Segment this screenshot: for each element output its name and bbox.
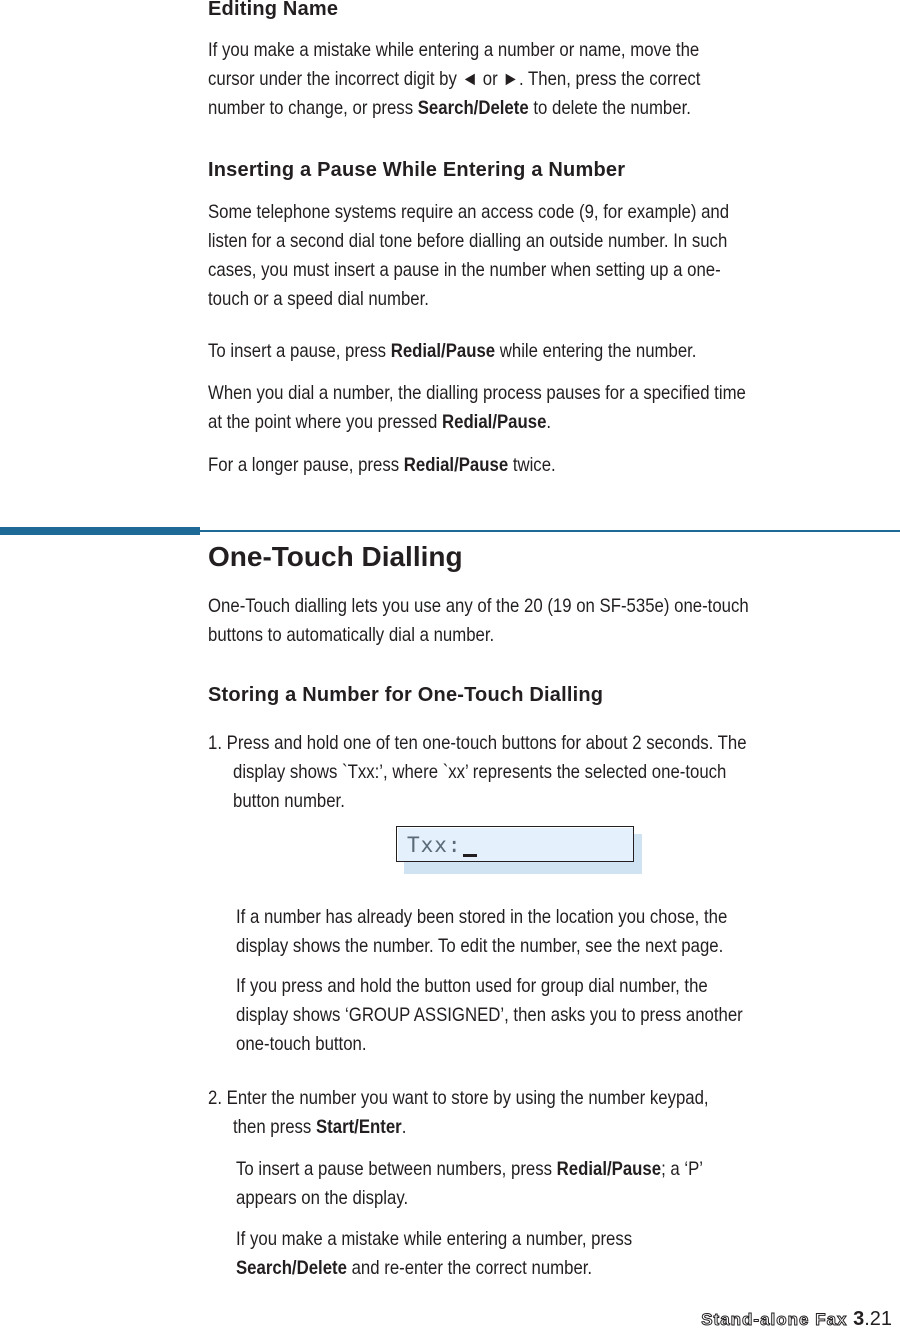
- one-touch-dialling-heading: One-Touch Dialling: [208, 541, 463, 572]
- editing-name-paragraph: If you make a mistake while entering a number or name, move the cursor under the incorrect digit by ◄ or ►. Then, press the correct number to change, or press Search/Delete to delete the number.: [208, 39, 701, 119]
- footer-page-number: .21: [864, 1308, 892, 1330]
- start-enter-key: Start/Enter: [315, 1116, 402, 1138]
- footer-section-title: Stand-alone Fax: [701, 1310, 848, 1329]
- pause-paragraph-4: For a longer pause, press Redial/Pause twice.: [208, 454, 556, 476]
- right-arrow-icon: ►: [502, 68, 519, 90]
- note-group-assigned: If you press and hold the button used for group dial number, the display shows ‘GROUP ASSIGNED’, then asks you to press another one-touch button.: [236, 975, 743, 1055]
- note-already-stored: If a number has already been stored in the location you chose, the display shows the number. To edit the number, see the next page.: [236, 906, 728, 957]
- redial-pause-key: Redial/Pause: [390, 340, 496, 362]
- search-delete-key: Search/Delete: [417, 97, 529, 119]
- note-insert-pause: To insert a pause between numbers, press Redial/Pause; a ‘P’ appears on the display.: [236, 1158, 704, 1209]
- lcd-text: Txx:: [407, 833, 462, 857]
- storing-number-heading: Storing a Number for One-Touch Dialling: [208, 684, 604, 706]
- section-rule-bar: [0, 527, 200, 535]
- step-2: 2. Enter the number you want to store by using the number keypad, then press Start/Enter.: [208, 1087, 709, 1138]
- pause-paragraph-2: To insert a pause, press Redial/Pause while entering the number.: [208, 340, 697, 362]
- left-arrow-icon: ◄: [461, 68, 479, 90]
- footer-chapter-number: 3: [853, 1308, 865, 1330]
- lcd-screen: [396, 826, 634, 862]
- search-delete-key: Search/Delete: [236, 1257, 347, 1279]
- pause-paragraph-1: Some telephone systems require an access code (9, for example) and listen for a second dial tone before dialling an outside number. In such cases, you must insert a pause in the number when setting up a one- touch or a speed dial number.: [208, 201, 730, 310]
- redial-pause-key: Redial/Pause: [556, 1158, 662, 1180]
- note-mistake: If you make a mistake while entering a number, press Search/Delete and re-enter the correct number.: [236, 1228, 633, 1279]
- page-footer: [701, 1308, 892, 1331]
- editing-name-heading: Editing Name: [208, 0, 339, 20]
- lcd-cursor: [463, 854, 477, 857]
- section-rule-line: [200, 530, 900, 532]
- pause-paragraph-3: When you dial a number, the dialling process pauses for a specified time at the point where you pressed Redial/Pause.: [208, 382, 746, 433]
- lcd-display: [396, 826, 642, 874]
- redial-pause-key: Redial/Pause: [442, 411, 547, 433]
- step-1: 1. Press and hold one of ten one-touch buttons for about 2 seconds. The display shows `Txx:’, where `xx’ represents the selected one-touch button number.: [208, 732, 747, 812]
- one-touch-intro: One-Touch dialling lets you use any of the 20 (19 on SF-535e) one-touch buttons to automatically dial a number.: [208, 595, 749, 646]
- inserting-pause-heading: Inserting a Pause While Entering a Number: [208, 159, 626, 181]
- redial-pause-key: Redial/Pause: [403, 454, 509, 476]
